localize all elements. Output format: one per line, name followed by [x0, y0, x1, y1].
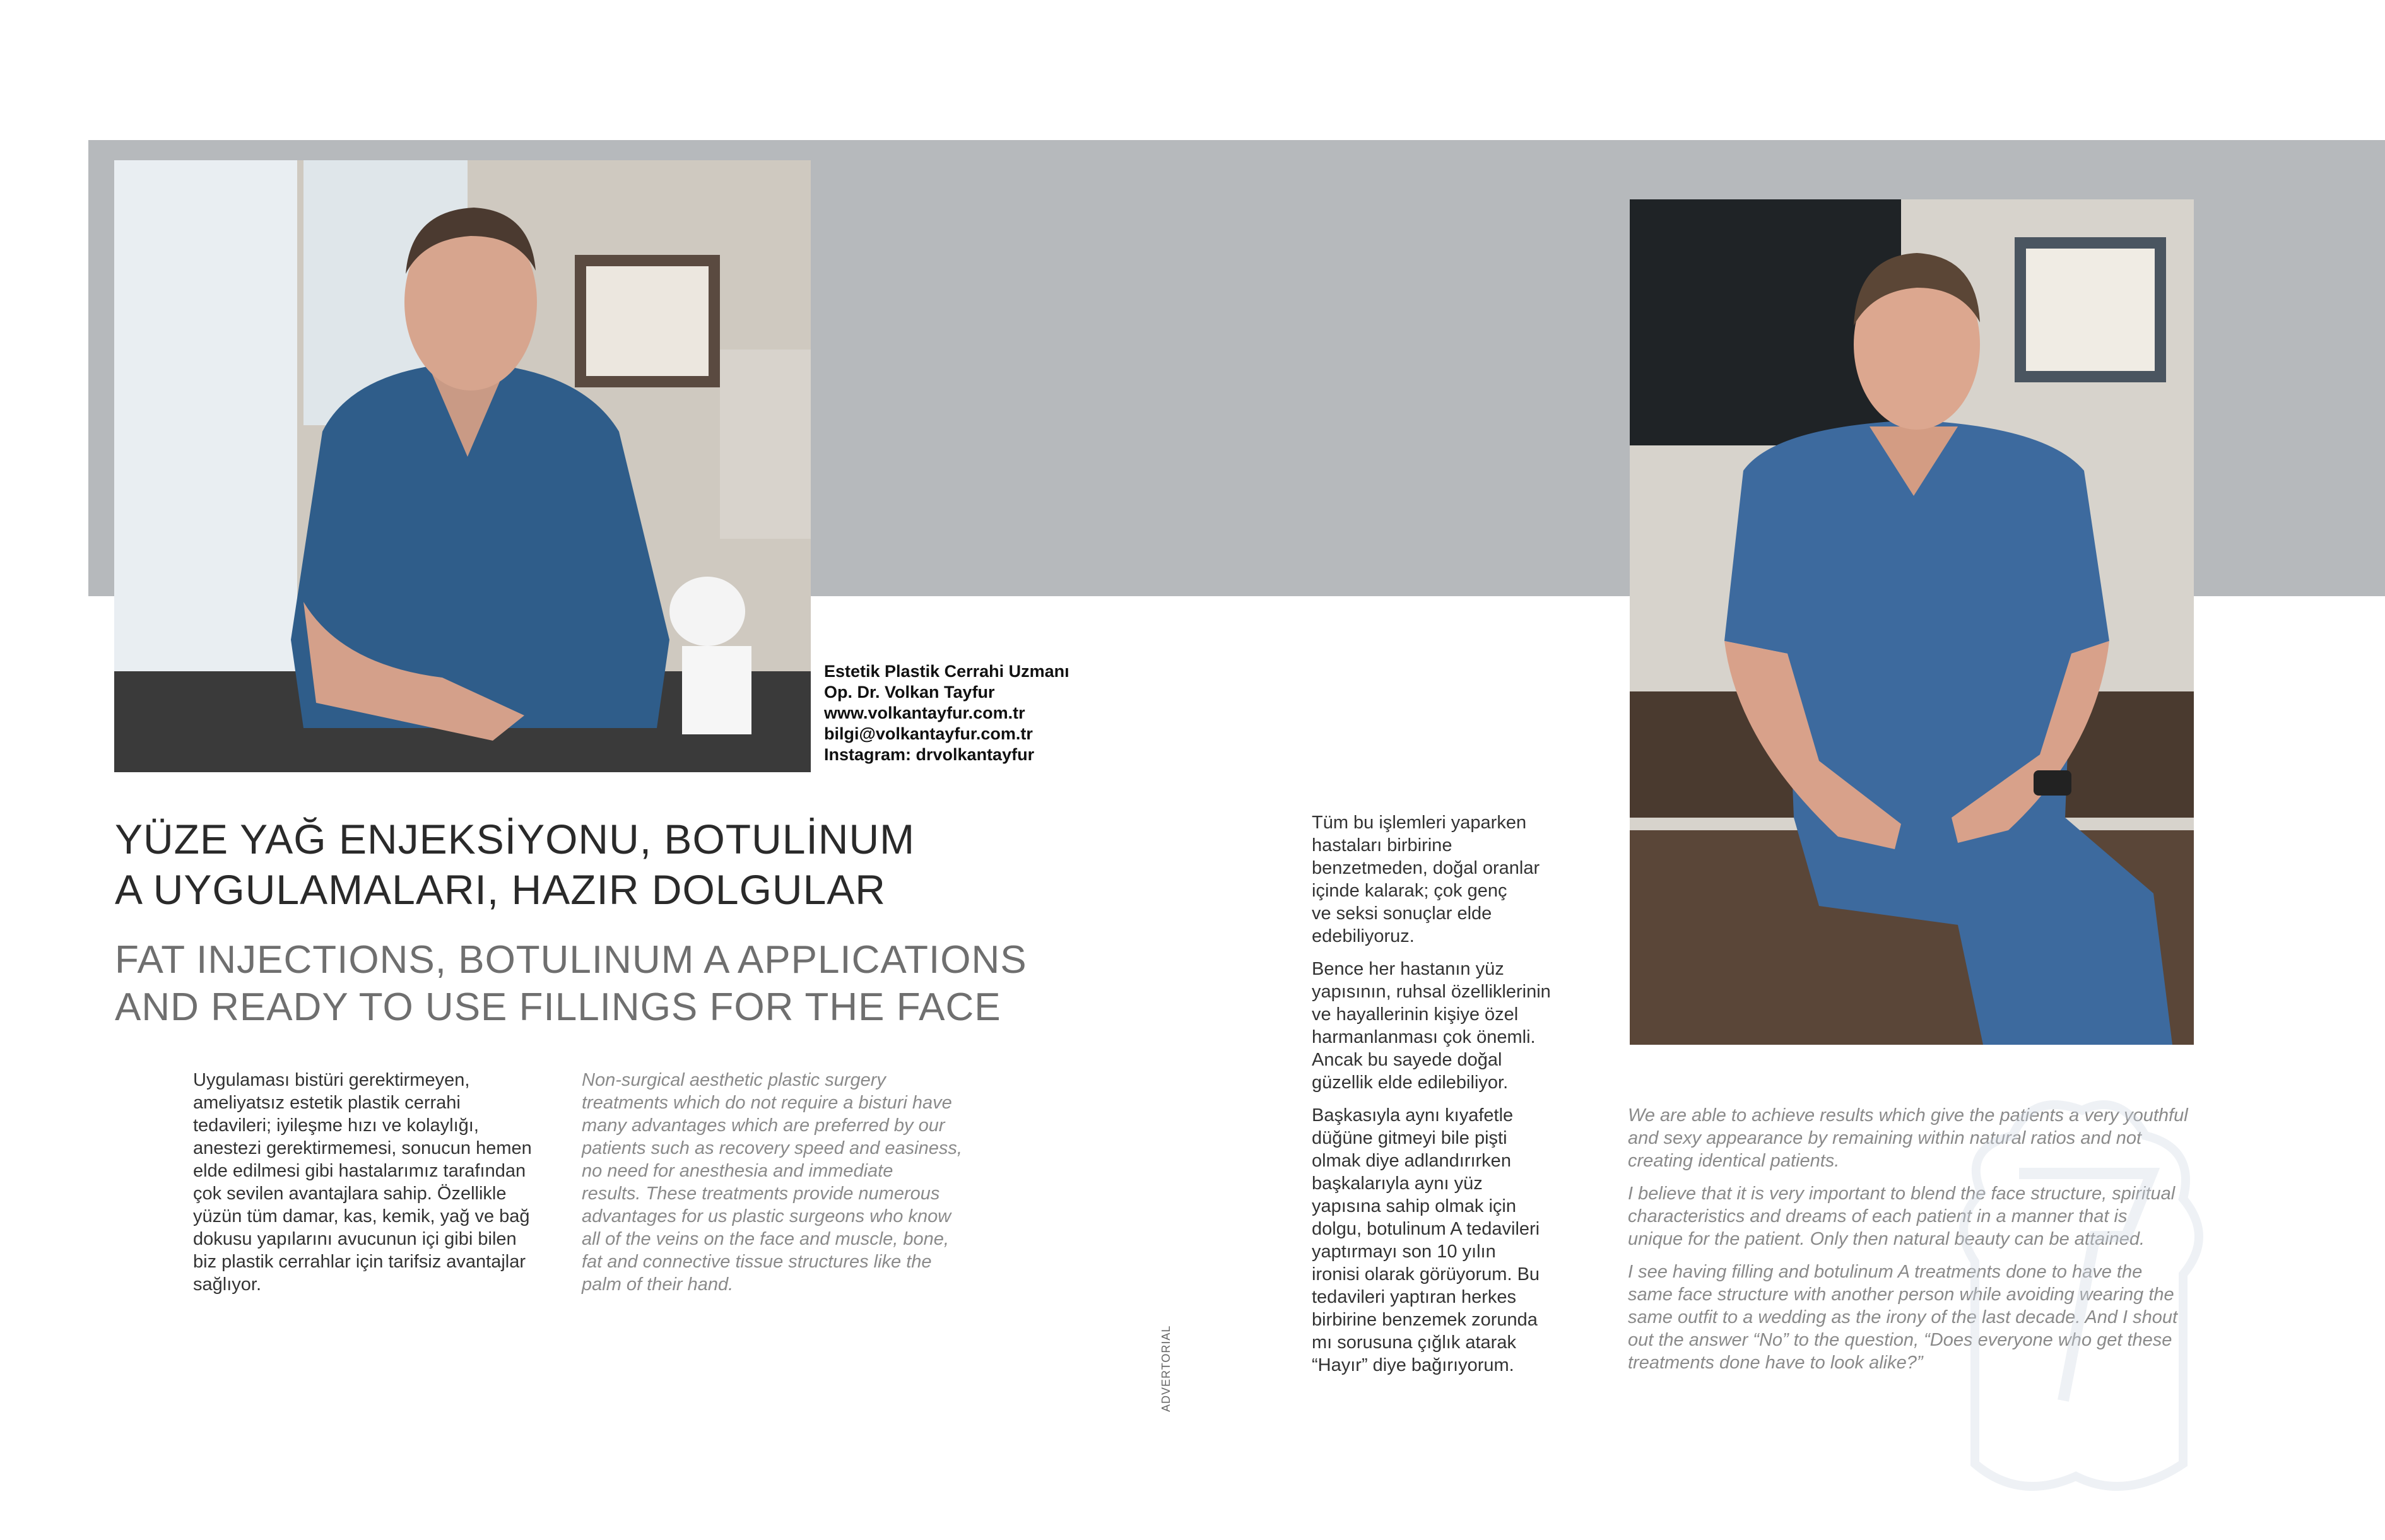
- text-line: ve hayallerinin kişiye özel: [1312, 1004, 1519, 1025]
- text-line: tedavileri yaptıran herkes: [1312, 1287, 1516, 1307]
- text-line: We are able to achieve results which give the patients a very youthful: [1628, 1105, 2188, 1126]
- text-line: Ancak bu sayede doğal: [1312, 1050, 1502, 1070]
- text-line: patients such as recovery speed and easiness,: [582, 1138, 962, 1158]
- text-line: many advantages which are preferred by our: [582, 1115, 945, 1136]
- text-line: palm of their hand.: [582, 1274, 734, 1295]
- text-line: çok sevilen avantajlara sahip. Özellikle: [193, 1184, 507, 1204]
- title-turkish-line: YÜZE YAĞ ENJEKSİYONU, BOTULİNUM: [115, 816, 916, 862]
- text-line: tedavileri; iyileşme hızı ve kolaylığı,: [193, 1115, 479, 1136]
- text-line: no need for anesthesia and immediate: [582, 1161, 893, 1181]
- title-english-line: AND READY TO USE FILLINGS FOR THE FACE: [115, 985, 1001, 1029]
- text-line: elde edilmesi gibi hastalarımız tarafından: [193, 1161, 526, 1181]
- text-line: advantages for us plastic surgeons who know: [582, 1206, 951, 1226]
- text-line: creating identical patients.: [1628, 1151, 1840, 1171]
- text-line: treatments which do not require a bisturi have: [582, 1093, 952, 1113]
- text-line: Uygulaması bistüri gerektirmeyen,: [193, 1070, 470, 1090]
- text-line: hastaları birbirine: [1312, 835, 1452, 855]
- paragraph: [1312, 811, 1551, 948]
- advertorial-label: ADVERTORIAL: [1160, 1325, 1172, 1412]
- text-line: unique for the patient. Only then natural beauty can be attained.: [1628, 1229, 2145, 1249]
- text-line: Tüm bu işlemleri yaparken: [1312, 813, 1527, 833]
- contact-instagram[interactable]: Instagram: drvolkantayfur: [824, 745, 1035, 764]
- text-line: sağlıyor.: [193, 1274, 261, 1295]
- body-english-left: [582, 1069, 962, 1296]
- text-line: same face structure with another person while avoiding wearing the: [1628, 1284, 2174, 1305]
- text-line: I see having filling and botulinum A treatments done to have the: [1628, 1262, 2143, 1282]
- text-line: içinde kalarak; çok genç: [1312, 881, 1507, 901]
- body-turkish-left: [193, 1069, 532, 1296]
- text-line: Non-surgical aesthetic plastic surgery: [582, 1070, 886, 1090]
- contact-website[interactable]: www.volkantayfur.com.tr: [824, 703, 1025, 722]
- text-line: Başkasıyla aynı kıyafetle: [1312, 1105, 1514, 1126]
- title-turkish: [115, 814, 915, 915]
- text-line: dokusu yapılarını avucunun içi gibi bilen: [193, 1229, 517, 1249]
- body-turkish-right: [1312, 811, 1551, 1387]
- text-line: düğüne gitmeyi bile pişti: [1312, 1128, 1507, 1148]
- text-line: mı sorusuna çığlık atarak: [1312, 1332, 1516, 1353]
- text-line: ve seksi sonuçlar elde: [1312, 903, 1492, 924]
- text-line: and sexy appearance by remaining within natural ratios and not: [1628, 1128, 2142, 1148]
- text-line: olmak diye adlandırırken: [1312, 1151, 1511, 1171]
- text-line: yaptırmayı son 10 yılın: [1312, 1242, 1496, 1262]
- text-line: ameliyatsız estetik plastik cerrahi: [193, 1093, 461, 1113]
- title-turkish-line: A UYGULAMALARI, HAZIR DOLGULAR: [115, 866, 886, 913]
- text-line: ironisi olarak görüyorum. Bu: [1312, 1264, 1540, 1284]
- text-line: yapısının, ruhsal özelliklerinin: [1312, 982, 1551, 1002]
- text-line: fat and connective tissue structures like the: [582, 1252, 932, 1272]
- title-english: [115, 936, 1027, 1031]
- text-line: all of the veins on the face and muscle, bone,: [582, 1229, 949, 1249]
- contact-title: Estetik Plastik Cerrahi Uzmanı: [824, 662, 1069, 681]
- text-line: biz plastik cerrahlar için tarifsiz avantajlar: [193, 1252, 526, 1272]
- text-line: dolgu, botulinum A tedavileri: [1312, 1219, 1540, 1239]
- text-line: characteristics and dreams of each patient in a manner that is: [1628, 1206, 2128, 1226]
- paragraph: [1312, 958, 1551, 1094]
- text-line: same outfit to a wedding as the irony of the last decade. And I shout: [1628, 1307, 2178, 1327]
- text-line: birbirine benzemek zorunda: [1312, 1310, 1538, 1330]
- watermark-logo: [1937, 908, 2215, 1502]
- text-line: başkalarıyla aynı yüz: [1312, 1173, 1483, 1194]
- paragraph: [1312, 1104, 1551, 1377]
- contact-name: Op. Dr. Volkan Tayfur: [824, 683, 995, 702]
- title-english-line: FAT INJECTIONS, BOTULINUM A APPLICATIONS: [115, 938, 1027, 982]
- text-line: Bence her hastanın yüz: [1312, 959, 1504, 979]
- text-line: güzellik elde edilebiliyor.: [1312, 1073, 1509, 1093]
- text-line: results. These treatments provide numerous: [582, 1184, 940, 1204]
- contact-block: [824, 661, 1069, 765]
- text-line: “Hayır” diye bağırıyorum.: [1312, 1355, 1514, 1375]
- text-line: treatments done have to look alike?”: [1628, 1353, 1923, 1373]
- text-line: edebiliyoruz.: [1312, 926, 1415, 946]
- text-line: I believe that it is very important to blend the face structure, spiritual: [1628, 1184, 2176, 1204]
- text-line: out the answer “No” to the question, “Does everyone who get these: [1628, 1330, 2172, 1350]
- text-line: anestezi gerektirmemesi, sonucun hemen: [193, 1138, 532, 1158]
- text-line: yüzün tüm damar, kas, kemik, yağ ve bağ: [193, 1206, 530, 1226]
- text-line: yapısına sahip olmak için: [1312, 1196, 1516, 1216]
- doctor-desk-photo: [114, 160, 811, 772]
- text-line: harmanlanması çok önemli.: [1312, 1027, 1536, 1047]
- text-line: benzetmeden, doğal oranlar: [1312, 858, 1540, 878]
- contact-email[interactable]: bilgi@volkantayfur.com.tr: [824, 724, 1033, 743]
